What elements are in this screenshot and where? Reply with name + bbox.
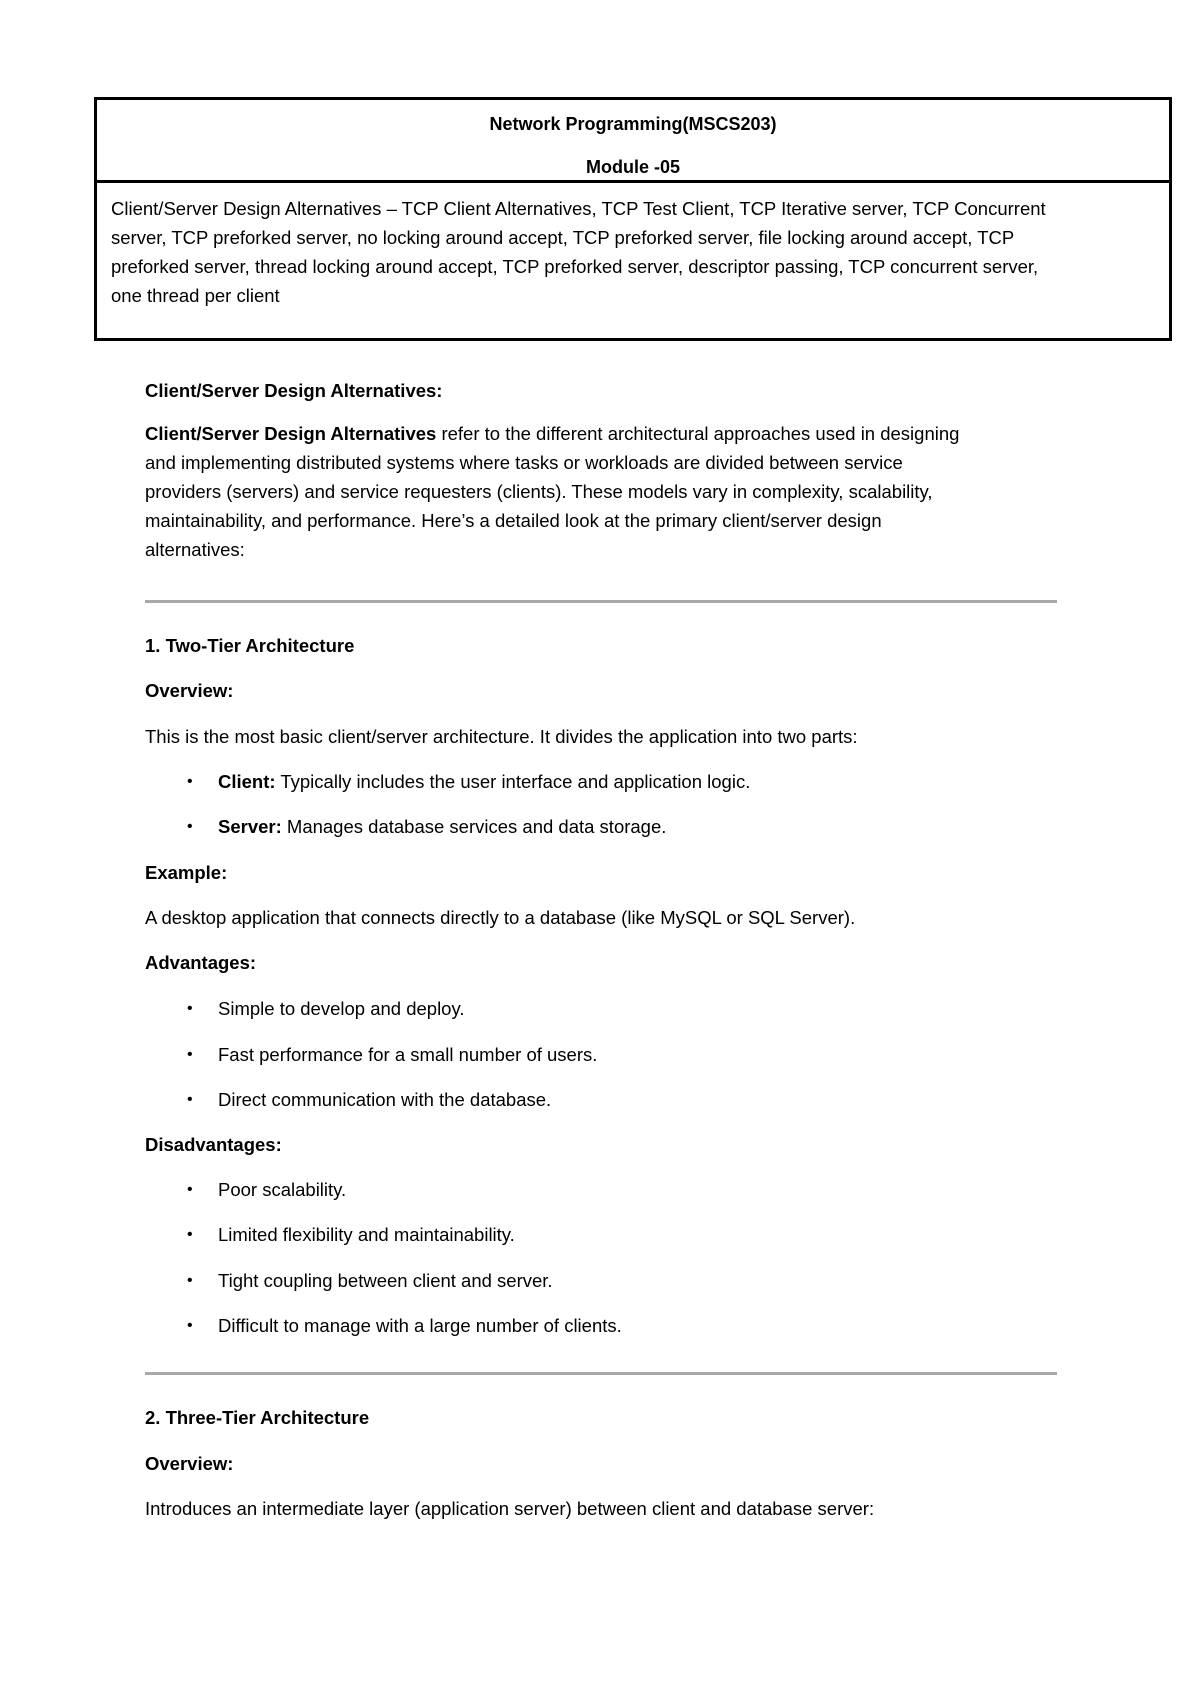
list-item-text [218, 812, 666, 841]
parts-list [145, 767, 1065, 857]
module-header-box [94, 97, 1172, 341]
list-item-text [218, 767, 750, 796]
part-label: Server: [218, 816, 282, 837]
bullet-icon: • [187, 773, 193, 790]
list-item-text: Simple to develop and deploy. [218, 998, 465, 1019]
overview-text: This is the most basic client/server architecture. It divides the application into two parts: [145, 726, 858, 747]
example-label: Example: [145, 862, 228, 883]
section-heading: 1. Two-Tier Architecture [145, 635, 355, 656]
overview-label: Overview: [145, 680, 234, 701]
module-syllabus [111, 194, 1151, 310]
part-text: Manages database services and data storage. [281, 816, 667, 837]
horizontal-rule [145, 600, 1057, 603]
disadvantages-list [145, 1175, 1065, 1365]
bullet-icon: • [187, 818, 193, 835]
horizontal-rule [145, 1372, 1057, 1375]
list-item-text: Limited flexibility and maintainability. [218, 1224, 515, 1245]
intro-line [145, 419, 1065, 448]
section-heading: 2. Three-Tier Architecture [145, 1407, 370, 1428]
intro-line: maintainability, and performance. Here’s a detailed look at the primary client/server design [145, 510, 882, 531]
bullet-icon: • [187, 1000, 193, 1017]
list-item-text: Difficult to manage with a large number of clients. [218, 1315, 622, 1336]
syllabus-line: one thread per client [111, 285, 280, 306]
list-item-text: Poor scalability. [218, 1179, 347, 1200]
list-item-text: Direct communication with the database. [218, 1089, 552, 1110]
disadvantages-label: Disadvantages: [145, 1134, 282, 1155]
list-item-text: Fast performance for a small number of users. [218, 1044, 598, 1065]
syllabus-line: server, TCP preforked server, no locking around accept, TCP preforked server, file locking around accept, TCP [111, 227, 1015, 248]
example-text: A desktop application that connects directly to a database (like MySQL or SQL Server). [145, 907, 856, 928]
part-label: Client: [218, 771, 276, 792]
header-title-band [97, 100, 1169, 183]
bullet-icon: • [187, 1181, 193, 1198]
bullet-icon: • [187, 1226, 193, 1243]
syllabus-line: preforked server, thread locking around accept, TCP preforked server, descriptor passing, TCP concurrent server, [111, 256, 1039, 277]
syllabus-line: Client/Server Design Alternatives – TCP Client Alternatives, TCP Test Client, TCP Iterative server, TCP Concurrent [111, 198, 1046, 219]
overview-text: Introduces an intermediate layer (application server) between client and database server: [145, 1498, 875, 1519]
bullet-icon: • [187, 1317, 193, 1334]
intro-line: alternatives: [145, 539, 245, 560]
intro-lead-bold: Client/Server Design Alternatives [145, 423, 437, 444]
bullet-icon: • [187, 1046, 193, 1063]
module-number: Module -05 [585, 157, 680, 177]
advantages-list [145, 994, 1065, 1134]
intro-line: and implementing distributed systems where tasks or workloads are divided between service [145, 452, 903, 473]
part-text: Typically includes the user interface and application logic. [275, 771, 751, 792]
bullet-icon: • [187, 1091, 193, 1108]
intro-line-text: refer to the different architectural approaches used in designing [436, 423, 960, 444]
list-item-text: Tight coupling between client and server. [218, 1270, 553, 1291]
overview-label: Overview: [145, 1453, 234, 1474]
bullet-icon: • [187, 1272, 193, 1289]
intro-line: providers (servers) and service requesters (clients). These models vary in complexity, scalability, [145, 481, 933, 502]
advantages-label: Advantages: [145, 952, 257, 973]
intro-paragraph [145, 419, 1065, 564]
course-title: Network Programming(MSCS203) [489, 114, 777, 134]
intro-heading: Client/Server Design Alternatives: [145, 380, 443, 401]
